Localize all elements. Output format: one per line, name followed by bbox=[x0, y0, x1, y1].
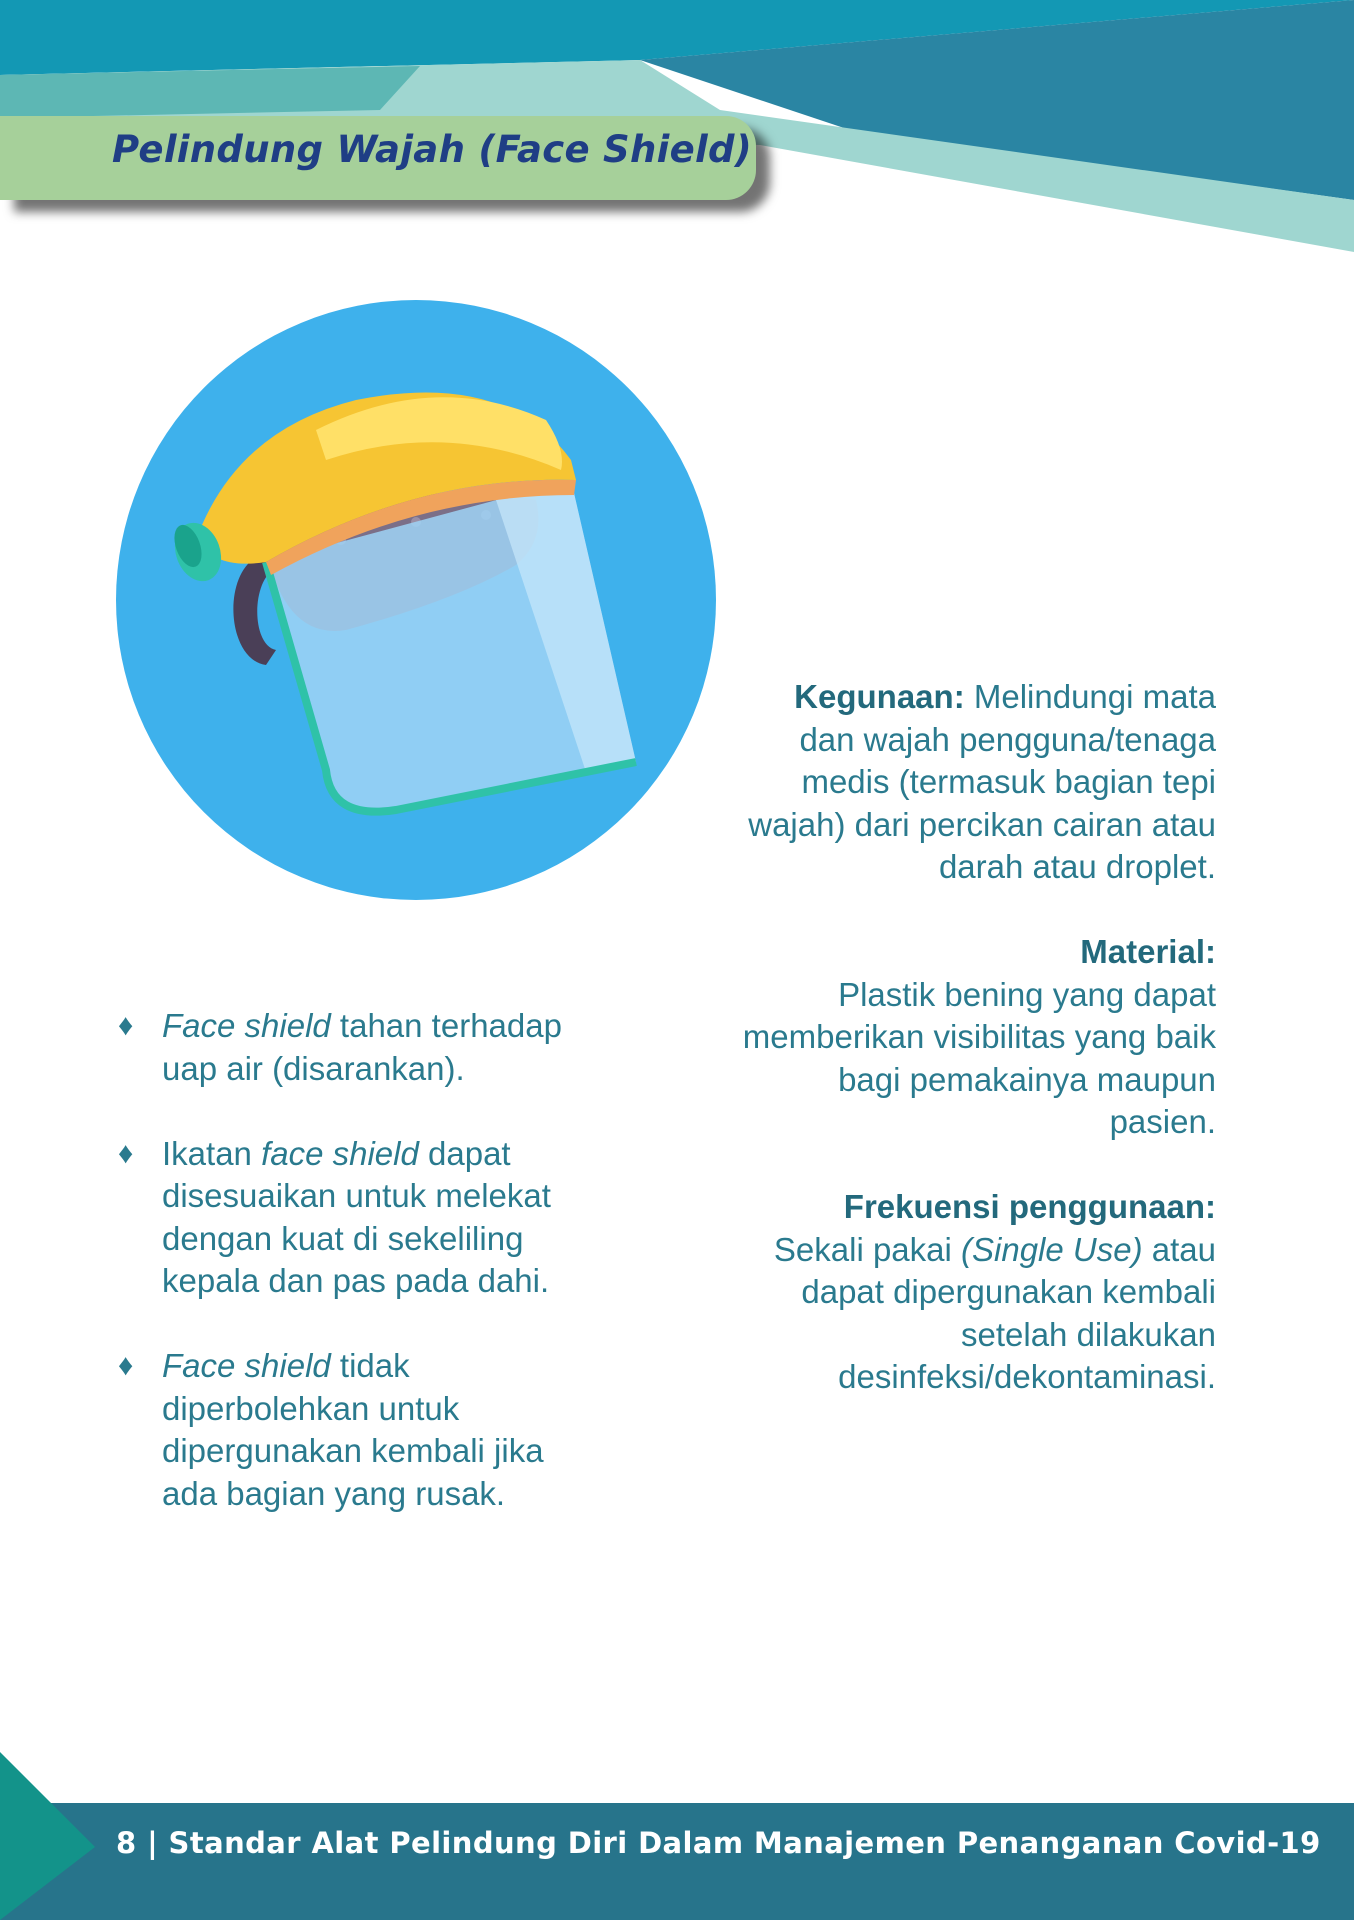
frekuensi-text-italic: (Single Use) bbox=[961, 1230, 1143, 1268]
frekuensi-text-after: atau dapat dipergunakan kembali setelah dilakukan desinfeksi/dekontaminasi. bbox=[801, 1230, 1216, 1395]
kegunaan-section bbox=[740, 676, 1216, 889]
bullet-text-italic: face shield bbox=[261, 1134, 419, 1172]
kegunaan-text: Melindungi mata dan wajah pengguna/tenaga medis (termasuk bagian tepi wajah) dari percikan cairan atau darah atau droplet. bbox=[748, 678, 1216, 885]
bullet-item bbox=[112, 1345, 572, 1515]
frekuensi-section bbox=[740, 1186, 1216, 1399]
diamond-icon: ♦ bbox=[118, 1349, 134, 1382]
frekuensi-text-before: Sekali pakai bbox=[773, 1230, 962, 1268]
bullet-item bbox=[112, 1005, 572, 1090]
info-column bbox=[740, 676, 1216, 1441]
kegunaan-label: Kegunaan: bbox=[794, 678, 965, 715]
footer-bar bbox=[0, 1803, 1354, 1920]
bullet-item bbox=[112, 1133, 572, 1303]
footer-corner-triangle bbox=[0, 1752, 100, 1920]
face-shield-illustration bbox=[116, 300, 716, 900]
material-section bbox=[740, 931, 1216, 1144]
bullet-text-italic: Face shield bbox=[162, 1347, 331, 1384]
material-label: Material: bbox=[1080, 933, 1216, 970]
diamond-icon: ♦ bbox=[118, 1136, 134, 1170]
bullet-text-after: tahan terhadap uap air (disarankan). bbox=[162, 1007, 562, 1087]
bullet-text-italic: Face shield bbox=[162, 1007, 331, 1044]
diamond-icon: ♦ bbox=[118, 1009, 134, 1042]
material-text: Plastik bening yang dapat memberikan visibilitas yang baik bagi pemakainya maupun pasien. bbox=[742, 975, 1216, 1140]
bullet-list bbox=[112, 1005, 572, 1558]
bullet-text-before: Ikatan bbox=[162, 1134, 262, 1172]
bullet-text-after: tidak diperbolehkan untuk dipergunakan kembali jika ada bagian yang rusak. bbox=[162, 1347, 544, 1512]
page-title: Pelindung Wajah (Face Shield) bbox=[112, 128, 752, 171]
bullet-text-after: dapat disesuaikan untuk melekat dengan kuat di sekeliling kepala dan pas pada dahi. bbox=[162, 1134, 551, 1299]
frekuensi-label: Frekuensi penggunaan: bbox=[843, 1188, 1216, 1225]
footer-text: 8 | Standar Alat Pelindung Diri Dalam Manajemen Penanganan Covid-19 bbox=[116, 1826, 1321, 1860]
